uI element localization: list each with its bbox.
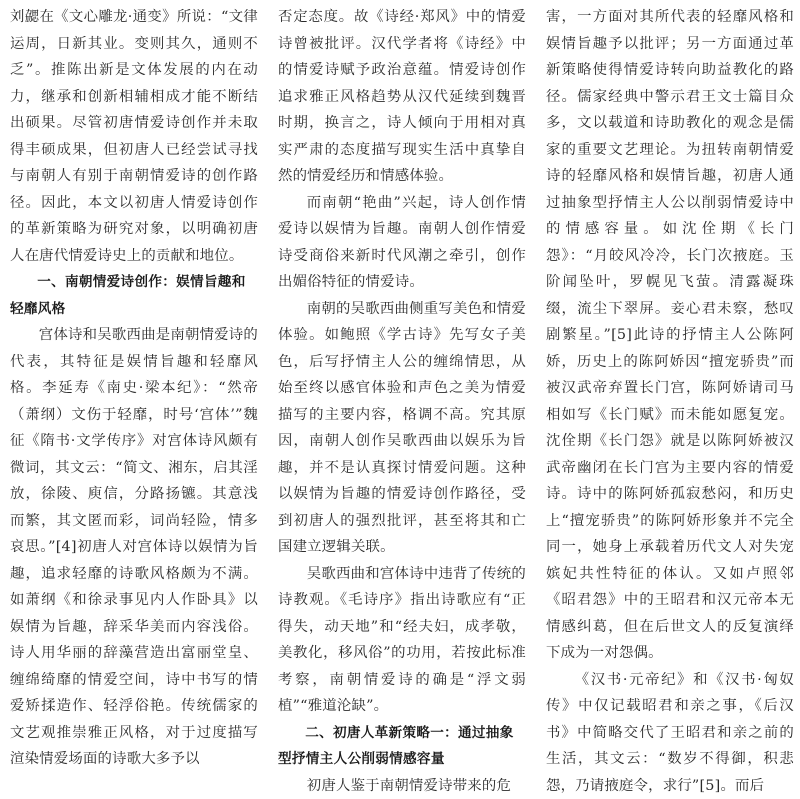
section-heading: 一、南朝情爱诗创作：娱情旨趣和轻靡风格 bbox=[10, 269, 258, 322]
body-paragraph: 南朝的吴歌西曲侧重写美色和情爱体验。如鲍照《学古诗》先写女子美色，后写抒情主人公的缠绵情思，从始至终以感官体验和声色之美为情爱描写的主要内容，格调不高。究其原因，南朝人创作吴歌西曲以娱乐为旨趣，并不是认真探讨情爱问题。这种以娱情为旨趣的情爱诗创作路径，受到初唐人的强烈批评，甚至将其和亡国建立逻辑关联。 bbox=[278, 296, 526, 561]
body-paragraph: 初唐人鉴于南朝情爱诗带来的危 bbox=[278, 773, 526, 799]
text-column-3 bbox=[546, 4, 794, 767]
body-paragraph: 害，一方面对其所代表的轻靡风格和娱情旨趣予以批评；另一方面通过革新策略使得情爱诗转向助益教化的路径。儒家经典中警示君王文士篇目众多，文以载道和诗助教化的观念是儒家的重要文艺理论。为扭转南朝情爱诗的轻靡风格和娱情旨趣，初唐人通过抽象型抒情主人公以削弱情爱诗中的情感容量。如沈佺期《长门怨》：“月皎风冷冷，长门次掖庭。玉阶闻坠叶，罗幌见飞萤。清露凝珠缀，流尘下翠屏。妾心君未察，愁叹剧繁星。”[5]此诗的抒情主人公陈阿娇，历史上的陈阿娇因“擅宠骄贵”而被汉武帝弃置长门宫，陈阿娇请司马相如写《长门赋》而未能如愿复宠。沈佺期《长门怨》就是以陈阿娇被汉武帝幽闭在长门宫为主要内容的情爱诗。诗中的陈阿娇孤寂愁闷，和历史上“擅宠骄贵”的陈阿娇形象并不完全同一，她身上承载着历代文人对失宠嫔妃共性特征的体认。又如卢照邻《昭君怨》中的王昭君和汉元帝本无情感纠葛，但在后世文人的反复演绎下成为一对怨偶。 bbox=[546, 4, 794, 667]
text-column-2 bbox=[278, 4, 526, 767]
body-paragraph: 吴歌西曲和宫体诗中违背了传统的诗教观。《毛诗序》指出诗歌应有“正得失，动天地”和“经夫妇，成孝敬，美教化，移风俗”的功用，若按此标准考察，南朝情爱诗的确是“浮文弱植”“雅道沦缺”。 bbox=[278, 561, 526, 720]
body-paragraph: 宫体诗和吴歌西曲是南朝情爱诗的代表，其特征是娱情旨趣和轻靡风格。李延寿《南史·梁本纪》：“然帝（萧纲）文伤于轻靡，时号‘宫体’”魏征《隋书·文学传序》对宫体诗风颇有微词，其文云：“简文、湘东，启其淫放，徐陵、庾信，分路扬镳。其意浅而繁，其文匿而彩，词尚轻险，情多哀思。”[4]初唐人对宫体诗以娱情为旨趣，追求轻靡的诗歌风格颇为不满。如萧纲《和徐录事见内人作卧具》以娱情为旨趣，辞采华美而内容浅俗。诗人用华丽的辞藻营造出富丽堂皇、缠绵绮靡的情爱空间，诗中书写的情爱矫揉造作、轻浮俗艳。传统儒家的文艺观推崇雅正风格，对于过度描写渲染情爱场面的诗歌大多予以 bbox=[10, 322, 258, 773]
body-paragraph: 而南朝“艳曲”兴起，诗人创作情爱诗以娱情为旨趣。南朝人创作情爱诗受商俗来新时代风潮之牵引，创作出媚俗特征的情爱诗。 bbox=[278, 190, 526, 296]
body-paragraph: 《汉书·元帝纪》和《汉书·匈奴传》中仅记载昭君和亲之事，《后汉书》中简略交代了王昭君和亲之前的生活，其文云：“数岁不得御，积悲怨，乃请掖庭令，求行”[5]。而后 bbox=[546, 667, 794, 799]
body-paragraph: 刘勰在《文心雕龙·通变》所说：“文律运周，日新其业。变则其久，通则不乏”。推陈出新是文体发展的内在动力，继承和创新相辅相成才能不断结出硕果。尽管初唐情爱诗创作并未取得丰硕成果，但初唐人已经尝试寻找与南朝人有别于南朝情爱诗的创作路径。因此，本文以初唐人情爱诗创作的革新策略为研究对象，以明确初唐人在唐代情爱诗史上的贡献和地位。 bbox=[10, 4, 258, 269]
body-paragraph: 否定态度。故《诗经·郑风》中的情爱诗曾被批评。汉代学者将《诗经》中的情爱诗赋予政治意蕴。情爱诗创作追求雅正风格趋势从汉代延续到魏晋时期，换言之，诗人倾向于用相对真实严肃的态度描写现实生活中真挚自然的情爱经历和情感体验。 bbox=[278, 4, 526, 190]
section-heading: 二、初唐人革新策略一：通过抽象型抒情主人公削弱情感容量 bbox=[278, 720, 526, 773]
text-column-1 bbox=[10, 4, 258, 767]
